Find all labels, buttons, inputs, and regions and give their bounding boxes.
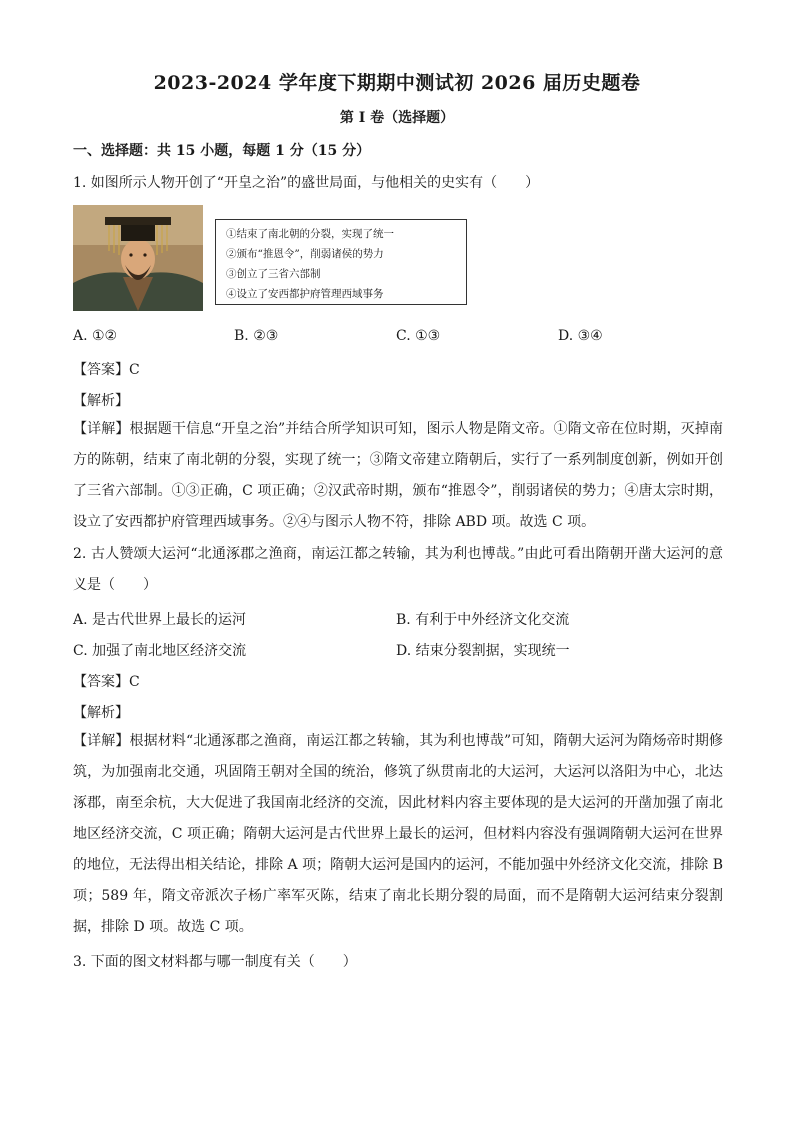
q1-analysis-tag: 【解析】 <box>73 393 129 409</box>
q1-detail-paragraph <box>73 414 723 538</box>
answer-tag: 【答案】 <box>73 362 129 378</box>
answer-value: C <box>129 674 140 690</box>
answer-value: C <box>129 362 140 378</box>
q2-option-b: B. 有利于中外经济文化交流 <box>396 612 570 628</box>
detail-text: 根据题干信息“开皇之治”并结合所学知识可知，图示人物是隋文帝。①隋文帝在位时期，灭掉南方的陈朝，结束了南北朝的分裂，实现了统一；③隋文帝建立隋朝后，实行了一系列制度创新，例如开创了三省六部制。①③正确，C 项正确；②汉武帝时期，颁布“推恩令”，削弱诸侯的势力；④唐太宗时期，设立了安西都护府管理西域事务。②④与图示人物不符，排除 ABD 项。故选 C 项。 <box>73 421 724 530</box>
statement-4: ④设立了安西都护府管理西域事务 <box>226 288 384 300</box>
q2-option-c: C. 加强了南北地区经济交流 <box>73 643 247 659</box>
detail-tag: 【详解】 <box>73 733 130 749</box>
page-title: 2023-2024 学年度下期期中测试初 2026 届历史题卷 <box>153 72 641 94</box>
q2-option-d: D. 结束分裂割据，实现统一 <box>396 643 570 659</box>
q1-option-d: D. ③④ <box>558 328 603 344</box>
portrait-illustration <box>73 205 203 311</box>
emperor-portrait-image <box>73 205 203 311</box>
q2-detail-paragraph <box>73 726 723 943</box>
q1-answer <box>73 359 140 379</box>
question-3-stem: 3. 下面的图文材料都与哪一制度有关（ ） <box>73 954 357 970</box>
statement-3: ③创立了三省六部制 <box>226 268 321 280</box>
q1-option-b: B. ②③ <box>234 328 279 344</box>
section-heading: 一、选择题：共 15 小题，每题 1 分（15 分） <box>73 143 371 159</box>
detail-tag: 【详解】 <box>73 421 130 437</box>
q1-option-c: C. ①③ <box>396 328 441 344</box>
q1-option-a: A. ①② <box>73 328 118 344</box>
question-2-stem: 2. 古人赞颂大运河“北通涿郡之渔商，南运江都之转输，其为利也博哉。”由此可看出隋朝开凿大运河的意义是（ ） <box>73 546 723 593</box>
question-1-stem: 1. 如图所示人物开创了“开皇之治”的盛世局面，与他相关的史实有（ ） <box>73 175 540 191</box>
answer-tag: 【答案】 <box>73 674 129 690</box>
statement-1: ①结束了南北朝的分裂，实现了统一 <box>226 228 394 240</box>
q2-option-a: A. 是古代世界上最长的运河 <box>73 612 247 628</box>
volume-subtitle: 第 I 卷（选择题） <box>339 110 455 126</box>
question-1-statements-box <box>215 219 467 305</box>
q2-analysis-tag: 【解析】 <box>73 705 129 721</box>
q2-answer <box>73 671 140 691</box>
statement-2: ②颁布“推恩令”，削弱诸侯的势力 <box>226 248 384 260</box>
detail-text: 根据材料“北通涿郡之渔商，南运江都之转输，其为利也博哉”可知，隋朝大运河为隋炀帝时期修筑，为加强南北交通，巩固隋王朝对全国的统治，修筑了纵贯南北的大运河，大运河以洛阳为中心，北达涿郡，南至余杭，大大促进了我国南北经济的交流，因此材料内容主要体现的是大运河的开凿加强了南北地区经济交流，C 项正确；隋朝大运河是古代世界上最长的运河，但材料内容没有强调隋朝大运河在世界的地位，无法得出相关结论，排除 A 项；隋朝大运河是国内的运河，不能加强中外经济文化交流，排除 B 项；589 年，隋文帝派次子杨广率军灭陈，结束了南北长期分裂的局面，而不是隋朝大运河结束分裂割据，排除 D 项。故选 C 项。 <box>73 733 724 935</box>
